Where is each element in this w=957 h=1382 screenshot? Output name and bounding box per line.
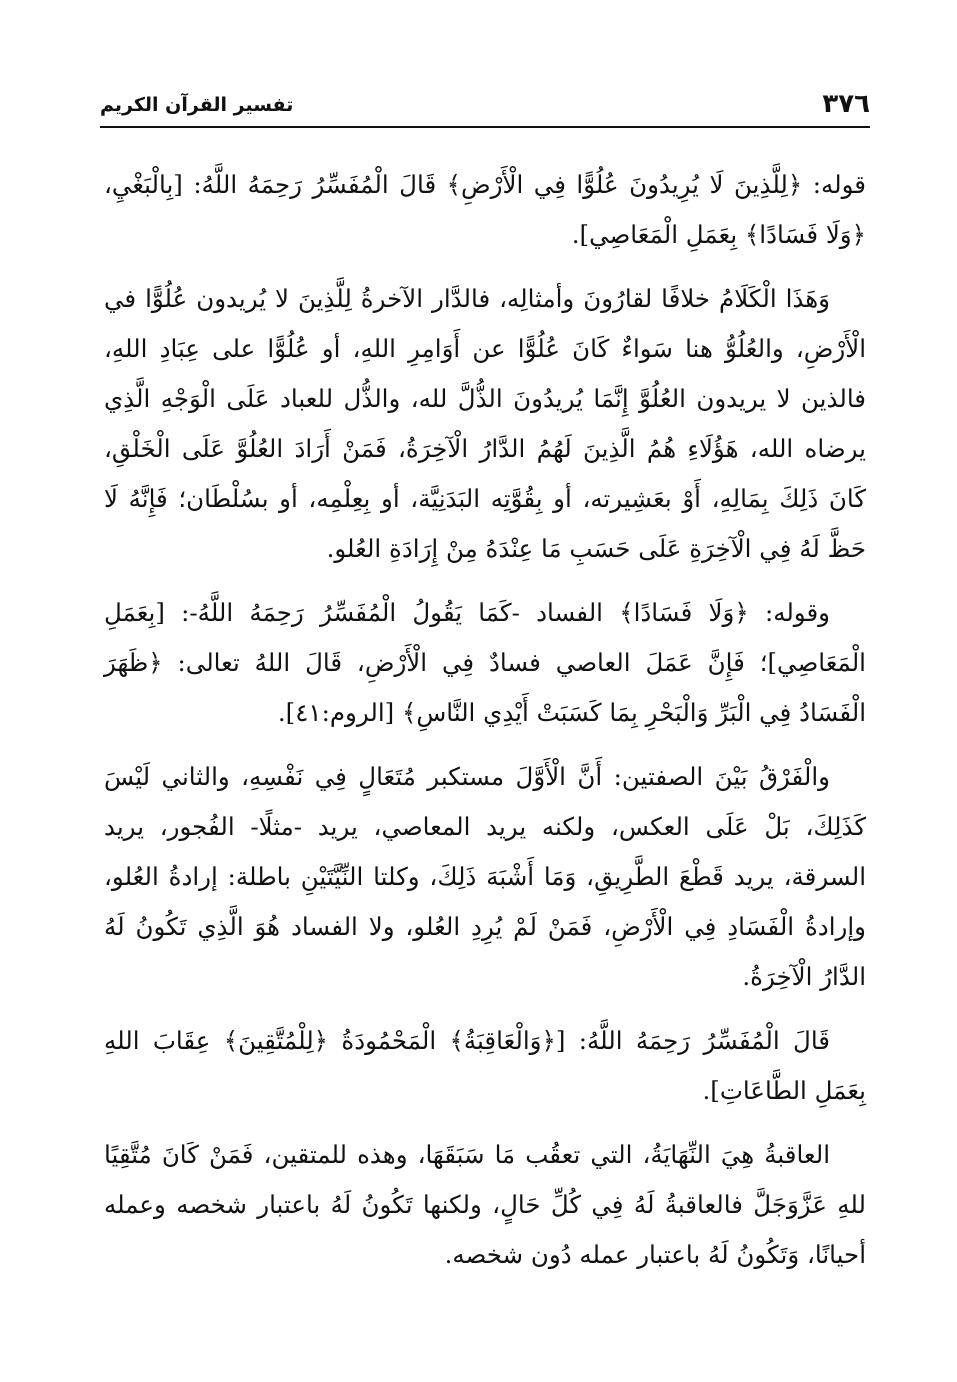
page-header [100, 88, 870, 128]
header-divider [100, 126, 870, 128]
paragraph-1: قوله: ﴿لِلَّذِينَ لَا يُرِيدُونَ عُلُوًّا فِي الْأَرْضِ﴾ قَالَ الْمُفَسِّرُ رَحِمَهُ اللَّهُ: [بِالْبَغْيِ، ﴿وَلَا فَسَادًا﴾ بِعَمَلِ الْمَعَاصِي]. [104, 170, 866, 249]
paragraph-4: والْفَرْقُ بَيْنَ الصفتين: أَنَّ الْأَوَّلَ مستكبر مُتَعَالٍ فِي نَفْسِهِ، والثاني لَيْسَ كَذَلِكَ، بَلْ عَلَى العكس، ولكنه يريد المعاصي، يريد -مثلًا- الفُجور، يريد السرقة، يريد قَطْعَ الطَّرِيقِ، وَمَا أَشْبَهَ ذَلِكَ، وكلتا النِّيَّتَيْنِ باطلة: إرادةُ العُلو، وإرادةُ الْفَسَادِ فِي الْأَرْضِ، فَمَنْ لَمْ يُرِدِ العُلو، ولا الفساد هُوَ الَّذِي تَكُونُ لَهُ الدَّارُ الْآخِرَةُ. [104, 762, 866, 991]
paragraph-5: قَالَ الْمُفَسِّرُ رَحِمَهُ اللَّهُ: [﴿وَالْعَاقِبَةُ﴾ الْمَحْمُودَةُ ﴿لِلْمُتَّقِينَ﴾ عِقَابَ اللهِ بِعَمَلِ الطَّاعَاتِ]. [104, 1026, 866, 1105]
page-number: ٣٧٦ [822, 89, 870, 119]
running-title: تفسير القرآن الكريم [100, 94, 294, 116]
paragraph-2: وَهَذَا الْكَلَامُ خلافًا لقارُونَ وأمثالِه، فالدَّار الآخرةُ لِلَّذِينَ لا يُريدون عُلُوًّا في الْأَرْضِ، والعُلُوُّ هنا سَواءٌ كَانَ عُلُوًّا عن أَوَامِرِ اللهِ، أو عُلُوًّا على عِبَادِ اللهِ، فالذين لا يريدون العُلُوَّ إِنَّمَا يُريدُونَ الذُّلَّ لله، والذُّل للعباد عَلَى الْوَجْهِ الَّذِي يرضاه الله، هَؤُلَاءِ هُمُ الَّذِينَ لَهُمُ الدَّارُ الْآخِرَةُ، فَمَنْ أَرَادَ العُلُوَّ عَلَى الْخَلْقِ، كَانَ ذَلِكَ بِمَالِهِ، أَوْ بعَشِيرته، أو بِقُوَّتِه البَدَنِيَّة، أو بِعِلْمِه، أو بسُلْطَان؛ فَإِنَّهُ لَا حَظَّ لَهُ فِي الْآخِرَةِ عَلَى حَسَبِ مَا عِنْدَهُ مِنْ إِرَادَةِ العُلو. [104, 284, 866, 563]
paragraph-3: وقوله: ﴿وَلَا فَسَادًا﴾ الفساد -كَمَا يَقُولُ الْمُفَسِّرُ رَحِمَهُ اللَّهُ-: [بِعَمَلِ الْمَعَاصِي]؛ فَإِنَّ عَمَلَ العاصي فسادٌ فِي الْأَرْضِ، قَالَ اللهُ تعالى: ﴿ظَهَرَ الْفَسَادُ فِي الْبَرِّ وَالْبَحْرِ بِمَا كَسَبَتْ أَيْدِي النَّاسِ﴾ [الروم:٤١]. [104, 598, 866, 727]
paragraph-6: العاقبةُ هِيَ النِّهَايَةُ، التي تعقُب مَا سَبَقَهَا، وهذه للمتقين، فَمَنْ كَانَ مُتَّقِيًا للهِ عَزَّوَجَلَّ فالعاقبةُ لَهُ فِي كُلِّ حَالٍ، ولكنها تَكُونُ لَهُ باعتبار شخصه وعمله أحيانًا، وَتَكُونُ لَهُ باعتبار عمله دُون شخصه. [104, 1140, 866, 1269]
body-text [104, 160, 866, 1294]
